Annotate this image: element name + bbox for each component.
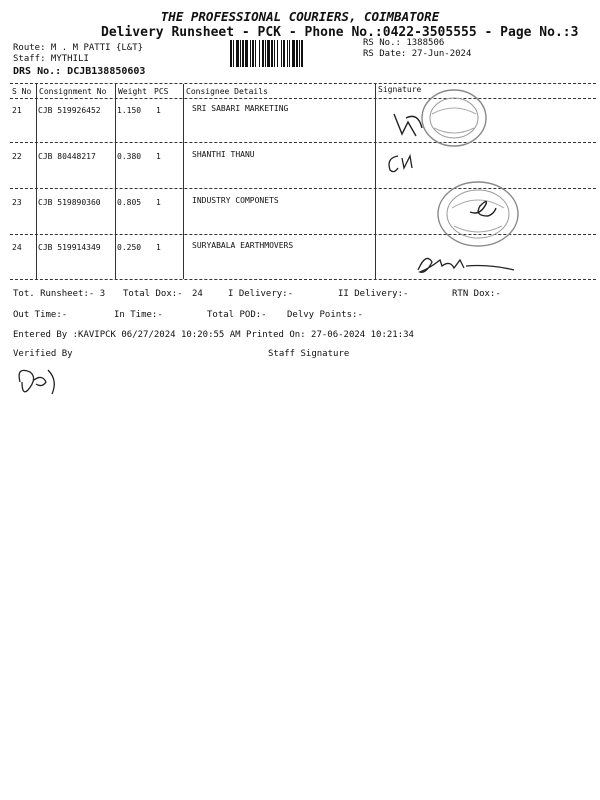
i-delivery: I Delivery:-: [228, 289, 294, 299]
entered-by: Entered By :KAVIPCK 06/27/2024 10:20:55 AM: [13, 330, 241, 340]
row-24-weight: 0.250: [117, 243, 142, 252]
col-weight: Weight: [118, 87, 147, 96]
total-dox-value: 24: [192, 289, 203, 299]
signature-21-icon: [388, 108, 428, 142]
row-23-consignee: INDUSTRY COMPONETS: [192, 196, 279, 205]
printed-on: Printed On: 27-06-2024 10:21:34: [246, 330, 414, 340]
verifier-signature-icon: [12, 360, 72, 402]
col-sep-3: [183, 84, 184, 279]
company-title: THE PROFESSIONAL COURIERS, COIMBATORE: [160, 9, 440, 24]
rs-date: RS Date: 27-Jun-2024: [363, 49, 472, 59]
staff-signature-label: Staff Signature: [268, 349, 350, 359]
row-21-weight: 1.150: [117, 106, 142, 115]
row-21-rule: [10, 142, 596, 143]
row-23-sno: 23: [12, 198, 22, 207]
header-top-rule: [10, 83, 596, 84]
drs-number: DRS No.: DCJB138850603: [13, 66, 146, 77]
ii-delivery: II Delivery:-: [338, 289, 409, 299]
row-21-consignment: CJB 519926452: [38, 106, 101, 115]
rtn-dox: RTN Dox:-: [452, 289, 501, 299]
col-sno: S No: [12, 87, 32, 96]
total-pod: Total POD:-: [207, 310, 267, 320]
row-22-consignee: SHANTHI THANU: [192, 150, 255, 159]
col-signature: Signature: [378, 85, 422, 94]
total-dox-label: Total Dox:-: [123, 289, 183, 299]
row-22-consignment: CJB 80448217: [38, 152, 96, 161]
route-label: Route: M . M PATTI {L&T}: [13, 43, 144, 53]
row-21-pcs: 1: [156, 106, 161, 115]
row-21-sno: 21: [12, 106, 22, 115]
row-24-sno: 24: [12, 243, 22, 252]
col-sep-4: [375, 84, 376, 279]
signature-24-icon: [410, 248, 520, 280]
in-time: In Time:-: [114, 310, 163, 320]
runsheet-subtitle: Delivery Runsheet - PCK - Phone No.:0422-3505555 - Page No.:3: [101, 25, 579, 40]
col-sep-2: [115, 84, 116, 279]
row-23-consignment: CJB 519890360: [38, 198, 101, 207]
row-22-weight: 0.380: [117, 152, 142, 161]
row-24-consignment: CJB 519914349: [38, 243, 101, 252]
row-22-sno: 22: [12, 152, 22, 161]
row-22-pcs: 1: [156, 152, 161, 161]
row-23-pcs: 1: [156, 198, 161, 207]
delvy-points: Delvy Points:-: [287, 310, 363, 320]
header-bottom-rule: [10, 98, 596, 99]
out-time: Out Time:-: [13, 310, 68, 320]
row-24-pcs: 1: [156, 243, 161, 252]
signature-22-icon: [384, 150, 418, 176]
col-consignment: Consignment No: [39, 87, 107, 96]
barcode: [230, 40, 357, 67]
rs-number: RS No.: 1388506: [363, 38, 445, 48]
row-24-consignee: SURYABALA EARTHMOVERS: [192, 241, 294, 250]
verified-by-label: Verified By: [13, 349, 73, 359]
row-21-consignee: SRI SABARI MARKETING: [192, 104, 289, 113]
col-pcs: PCS: [154, 87, 169, 96]
col-sep-1: [36, 84, 37, 279]
tot-runsheet: Tot. Runsheet:- 3: [13, 289, 106, 299]
signature-23-icon: [466, 196, 498, 222]
row-23-weight: 0.805: [117, 198, 142, 207]
staff-label: Staff: MYTHILI: [13, 54, 89, 64]
col-consignee: Consignee Details: [186, 87, 268, 96]
